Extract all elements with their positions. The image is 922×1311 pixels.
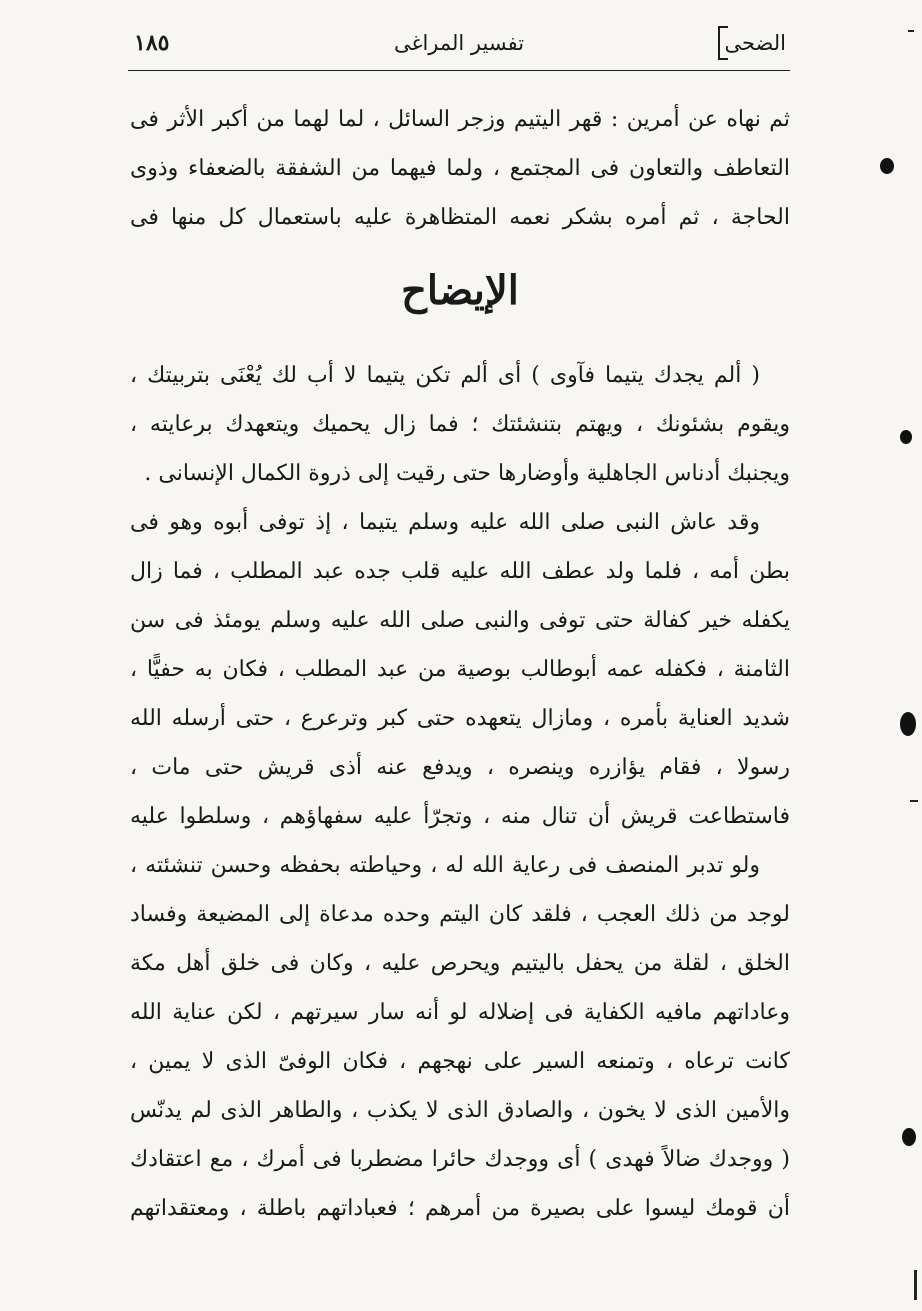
margin-mark bbox=[914, 1270, 917, 1300]
page-body bbox=[130, 95, 790, 1233]
paragraph-2: وقد عاش النبى صلى الله عليه وسلم يتيما ، إذ توفى أبوه وهو فى بطن أمه ، فلما ولد عطف الله عليه قلب جده عبد المطلب ، فما زال يكفله خير كفالة حتى توفى والنبى صلى الله عليه وسلم يومئذ فى سن الثامنة ، فكفله عمه أبوطالب بوصية من عبد المطلب ، فكان به حفيًّا ، شديد العناية بأمره ، ومازال يتعهده حتى كبر وترعرع ، حتى أرسله الله رسولا ، فقام يؤازره وينصره ، ويدفع عنه أذى قريش حتى مات ، فاستطاعت قريش أن تنال منه ، وتجرّأ عليه سفهاؤهم ، وسلطوا عليه bbox=[130, 510, 790, 829]
paragraph-4: ( ووجدك ضالاً فهدى ) أى ووجدك حائرا مضطربا فى أمرك ، مع اعتقادك أن قومك ليسوا على بصيرة من أمرهم ؛ فعباداتهم باطلة ، ومعتقداتهم bbox=[130, 1147, 790, 1221]
page-number: ١٨٥ bbox=[134, 30, 170, 56]
book-title: تفسير المراغى bbox=[393, 31, 525, 55]
header-divider bbox=[128, 70, 790, 71]
ink-blot bbox=[900, 430, 912, 444]
section-heading: الإيضاح bbox=[401, 267, 519, 314]
ink-blot bbox=[902, 1128, 916, 1146]
ink-blot bbox=[880, 158, 894, 174]
page-header bbox=[128, 22, 790, 68]
margin-mark bbox=[908, 30, 914, 32]
surah-name: الضحى bbox=[724, 31, 786, 55]
ink-blot bbox=[900, 712, 916, 736]
paragraph-3: ولو تدبر المنصف فى رعاية الله له ، وحياطته بحفظه وحسن تنشئته ، لوجد من ذلك العجب ، فلقد كان اليتم وحده مدعاة إلى المضيعة وفساد الخلق ، لقلة من يحفل باليتيم ويحرص عليه ، وكان فى خلق أهل مكة وعاداتهم مافيه الكفاية فى إضلاله لو أنه سار سيرتهم ، لكن عناية الله كانت ترعاه ، وتمنعه السير على نهجهم ، فكان الوفىّ الذى لا يمين ، والأمين الذى لا يخون ، والصادق الذى لا يكذب ، والطاهر الذى لم يدنّس bbox=[130, 853, 790, 1123]
paragraph-1: ( ألم يجدك يتيما فآوى ) أى ألم تكن يتيما لا أب لك يُعْنَى بتربيتك ، ويقوم بشئونك ، ويهتم بتنشئتك ؛ فما زال يحميك ويتعهدك برعايته ، ويجنبك أدناس الجاهلية وأوضارها حتى رقيت إلى ذروة الكمال الإنسانى . bbox=[130, 363, 790, 486]
intro-paragraph: ثم نهاه عن أمرين : قهر اليتيم وزجر السائل ، لما لهما من أكبر الأثر فى التعاطف والتعاون فى المجتمع ، ولما فيهما من الشفقة بالضعفاء وذوى الحاجة ، ثم أمره بشكر نعمه المتظاهرة عليه باستعمال كل منها فى bbox=[130, 107, 790, 230]
margin-mark bbox=[910, 800, 918, 802]
